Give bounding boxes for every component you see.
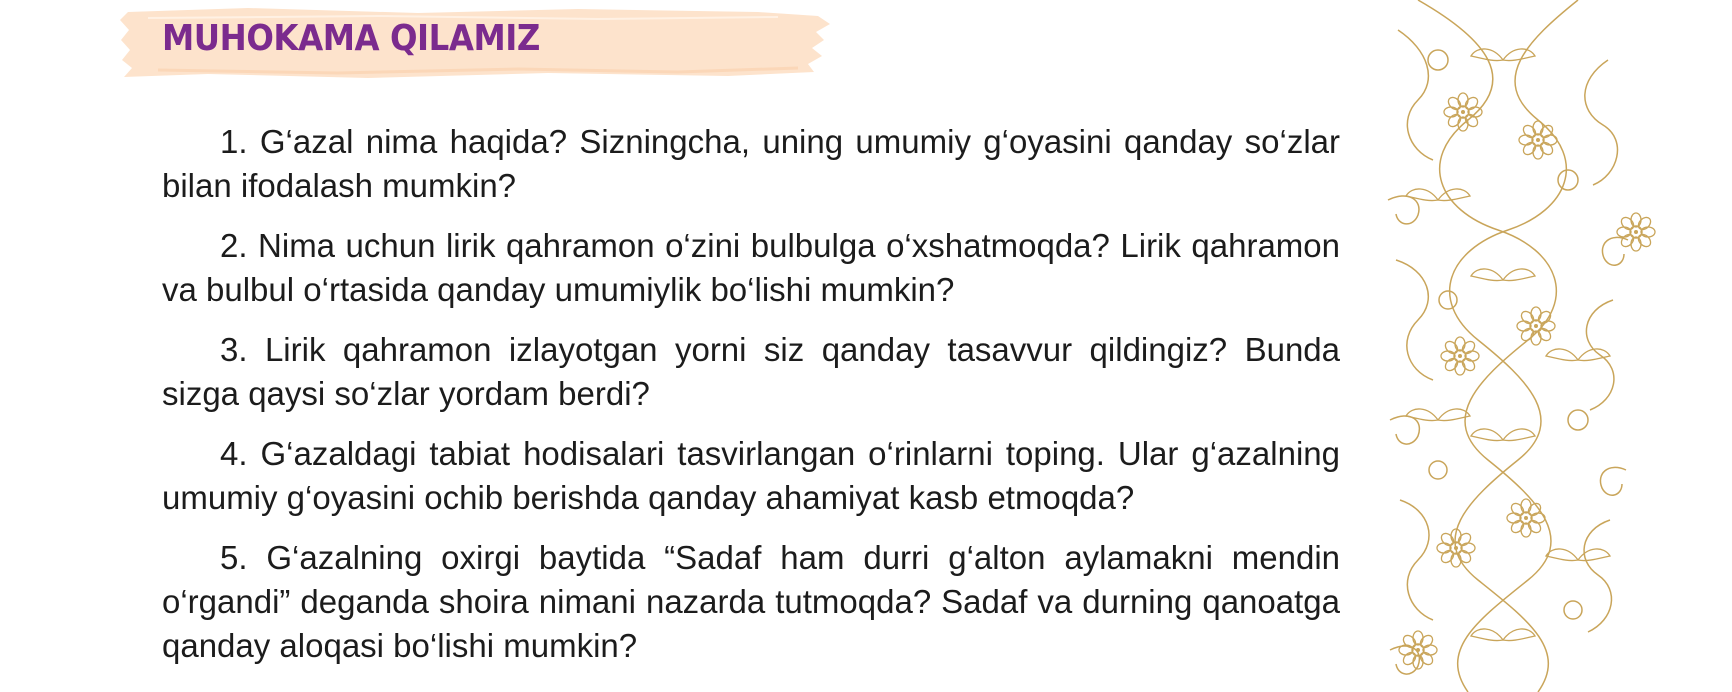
question-item-1: 1. G‘azal nima haqida? Sizningcha, uning umumiy g‘oyasini qanday so‘zlar bilan ifodalash mumkin? [162,123,1340,204]
question-item-3: 3. Lirik qahramon izlayotgan yorni siz qanday tasavvur qildingiz? Bunda sizga qaysi so‘zlar yordam berdi? [162,331,1340,412]
page-title: MUHOKAMA QILAMIZ [162,18,540,59]
question-list [162,120,1340,684]
question-item-2: 2. Nima uchun lirik qahramon o‘zini bulbulga o‘xshatmoqda? Lirik qahramon va bulbul o‘rtasida qanday umumiylik bo‘lishi mumkin? [162,227,1340,308]
question-item-5: 5. G‘azalning oxirgi baytida “Sadaf ham durri g‘alton aylamakni mendin o‘rgandi” deganda shoira nimani nazarda tutmoqda? Sadaf va durning qanoatga qanday aloqasi bo‘lishi mumkin? [162,539,1340,664]
section-heading [118,4,833,84]
floral-ornament-icon [1378,0,1658,692]
question-item-4: 4. G‘azaldagi tabiat hodisalari tasvirlangan o‘rinlarni toping. Ular g‘azalning umumiy g‘oyasini ochib berishda qanday ahamiyat kasb etmoqda? [162,435,1340,516]
